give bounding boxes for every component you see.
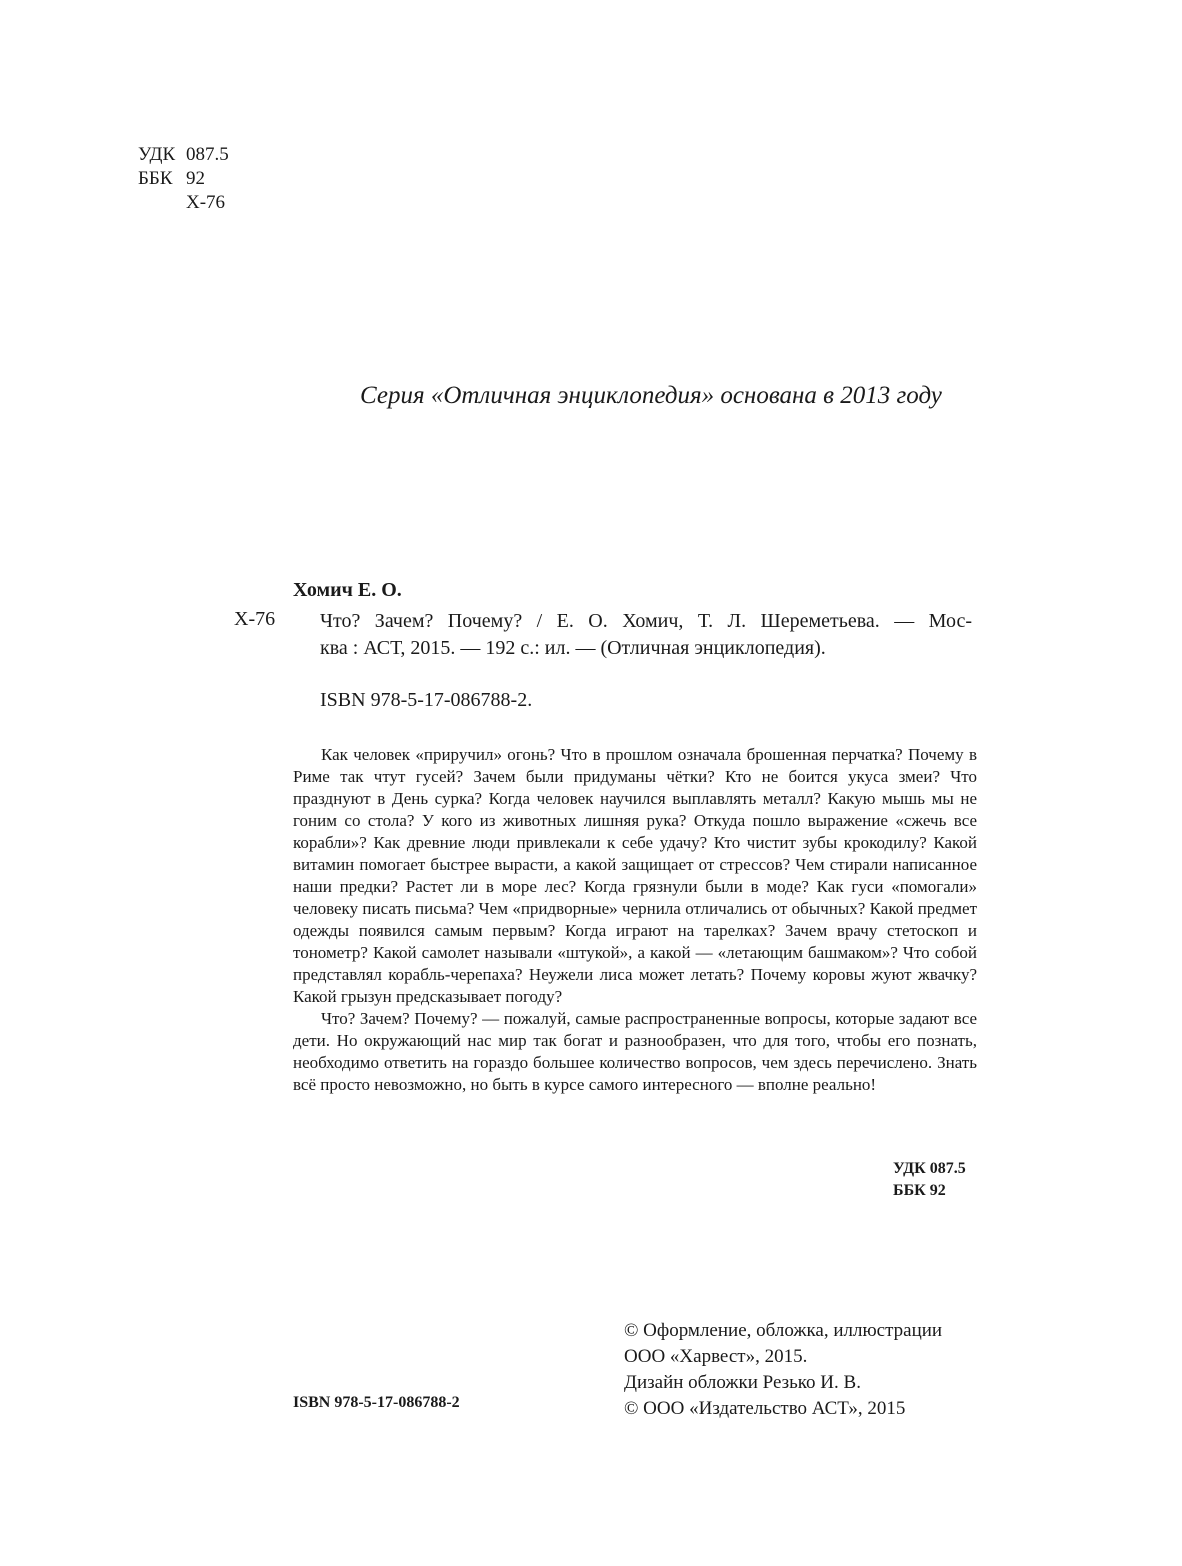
- udk-row: [138, 143, 229, 167]
- catalog-description: [320, 608, 972, 662]
- udk-label: УДК: [138, 144, 176, 165]
- udk-value: 087.5: [186, 144, 229, 165]
- author-mark: Х-76: [186, 192, 226, 213]
- bbk-row: [138, 167, 229, 191]
- catalog-line-2: ква : АСТ, 2015. — 192 с.: ил. — (Отличная энциклопедия).: [320, 637, 826, 659]
- copyright-line-3: Дизайн обложки Резько И. В.: [624, 1372, 861, 1393]
- annotation: [293, 744, 977, 1096]
- catalog-code: Х-76: [234, 608, 276, 630]
- bbk-label: ББК: [138, 168, 173, 189]
- copyright-line-1: © Оформление, обложка, иллюстрации: [624, 1320, 943, 1341]
- author-mark-row: [138, 191, 229, 215]
- classification-top: [138, 143, 229, 215]
- copyright-line-4: © ООО «Издательство АСТ», 2015: [624, 1398, 906, 1419]
- catalog-line-1: Что? Зачем? Почему? / Е. О. Хомич, Т. Л. Шереметьева. — Мос-: [320, 610, 972, 632]
- udk-bottom: УДК 087.5: [893, 1160, 966, 1177]
- series-note: Серия «Отличная энциклопедия» основана в 2013 году: [360, 382, 942, 409]
- isbn-bottom: ISBN 978-5-17-086788-2: [293, 1394, 460, 1411]
- catalog-author: Хомич Е. О.: [293, 579, 402, 601]
- copyright-block: [624, 1318, 942, 1422]
- copyright-line-2: ООО «Харвест», 2015.: [624, 1346, 808, 1367]
- annotation-paragraph-2: Что? Зачем? Почему? — пожалуй, самые распространенные вопросы, которые задают все дети. Но окружающий нас мир так богат и разнообразен, что для того, чтобы его познать, необходимо ответить на гораздо большее количество вопросов, чем здесь перечислено. Знать всё просто невозможно, но быть в курсе самого интересного — вполне реально!: [293, 1009, 977, 1094]
- bbk-bottom: ББК 92: [893, 1182, 946, 1199]
- catalog-isbn: ISBN 978-5-17-086788-2.: [320, 689, 533, 711]
- classification-bottom: [893, 1158, 966, 1202]
- bbk-value: 92: [186, 168, 205, 189]
- annotation-paragraph-1: Как человек «приручил» огонь? Что в прошлом означала брошенная перчатка? Почему в Риме так чтут гусей? Зачем были придуманы чётки? Кто не боится укуса змеи? Что празднуют в День сурка? Когда человек научился выплавлять металл? Какую мышь мы не гоним со стола? У кого из животных лишняя рука? Откуда пошло выражение «сжечь все корабли»? Как древние люди привлекали к себе удачу? Кто чистит зубы крокодилу? Какой витамин помогает быстрее вырасти, а какой защищает от стрессов? Чем стирали написанное наши предки? Растет ли в море лес? Когда грязнули были в моде? Как гуси «помогали» человеку писать письма? Чем «придворные» чернила отличались от обычных? Какой предмет одежды появился самым первым? Когда играют на тарелках? Зачем врачу стетоскоп и тонометр? Какой самолет называли «штукой», а какой — «летающим башмаком»? Что собой представлял корабль-черепаха? Неужели лиса может летать? Почему коровы жуют жвачку? Какой грызун предсказывает погоду?: [293, 745, 977, 1006]
